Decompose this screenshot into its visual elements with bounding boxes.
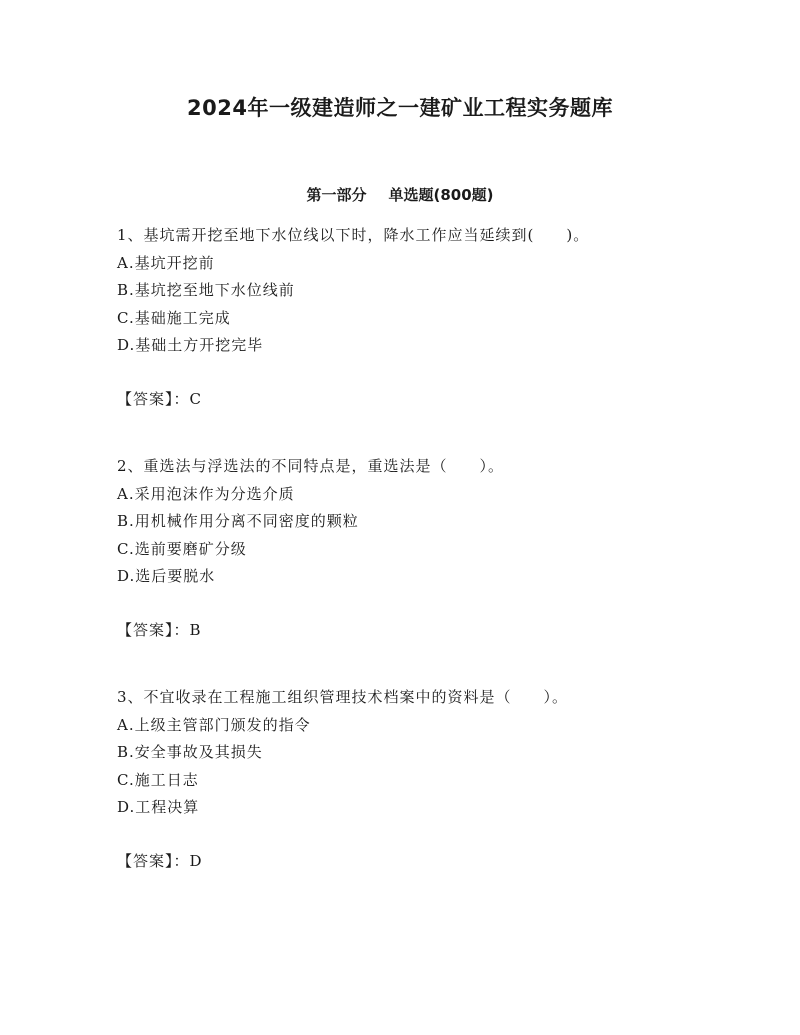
question-1 [117, 222, 737, 413]
section-part: 第一部分 [306, 186, 367, 204]
section-name: 单选题(800题) [388, 186, 494, 204]
option-d: D.基础土方开挖完毕 [117, 336, 264, 354]
option-c: C.选前要磨矿分级 [117, 539, 247, 558]
option-b: B.安全事故及其损失 [117, 743, 263, 761]
question-stem: 2、重选法与浮选法的不同特点是，重选法是（ ）。 [117, 457, 505, 475]
answer-label: 【答案】： [117, 851, 190, 870]
document-title: 2024年一级建造师之一建矿业工程实务题库 [187, 96, 613, 120]
option-c: C.施工日志 [117, 770, 199, 789]
answer-line [117, 848, 737, 876]
option-a: A.基坑开挖前 [117, 253, 215, 272]
question-stem: 3、不宜收录在工程施工组织管理技术档案中的资料是（ ）。 [117, 688, 569, 706]
question-2 [117, 453, 737, 644]
option-d: D.工程决算 [117, 798, 200, 816]
answer-value: B [189, 620, 202, 639]
answer-line [117, 617, 737, 645]
option-b: B.基坑挖至地下水位线前 [117, 281, 295, 299]
answer-label: 【答案】： [117, 389, 190, 408]
answer-value: D [189, 851, 203, 870]
section-heading [0, 183, 800, 207]
question-stem: 1、基坑需开挖至地下水位线以下时，降水工作应当延续到( )。 [117, 226, 590, 244]
answer-value: C [189, 389, 202, 408]
option-a: A.采用泡沫作为分选介质 [117, 484, 295, 503]
option-c: C.基础施工完成 [117, 308, 231, 327]
question-3 [117, 684, 737, 875]
answer-label: 【答案】： [117, 620, 190, 639]
option-d: D.选后要脱水 [117, 567, 216, 585]
answer-line [117, 386, 737, 414]
option-b: B.用机械作用分离不同密度的颗粒 [117, 512, 359, 530]
option-a: A.上级主管部门颁发的指令 [117, 715, 311, 734]
